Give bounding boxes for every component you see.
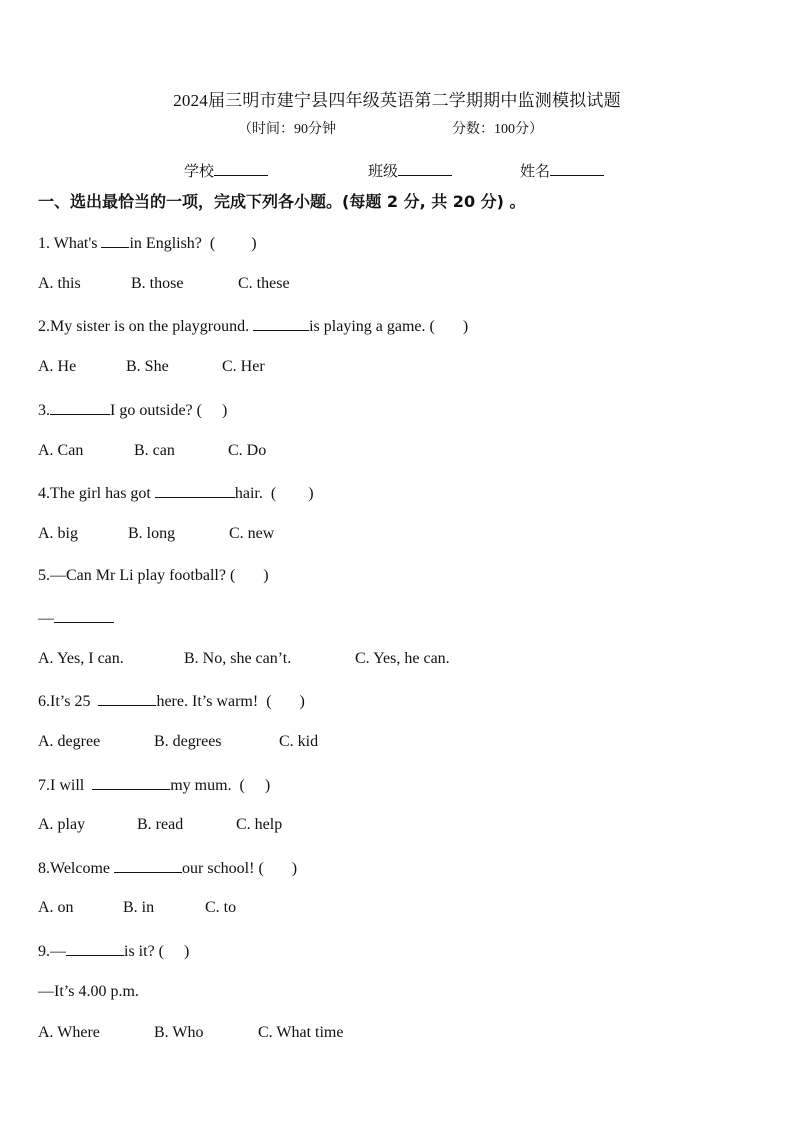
class-field [368,160,452,181]
question-2 [38,316,468,336]
question-8 [38,858,297,878]
question-1 [38,233,257,253]
question-9-pre: 9.— [38,943,66,960]
question-1-options [38,275,290,293]
school-label: 学校 [184,164,215,180]
answer-blank [92,775,170,790]
option-b: B. She [126,358,169,375]
option-a: A. on [38,899,74,916]
exam-time: （时间：90分钟 [238,122,336,137]
school-field [184,160,268,181]
question-3-pre: 3. [38,402,50,419]
option-c: C. kid [279,733,319,750]
question-5 [38,567,269,585]
question-1-pre: 1. What's [38,235,102,252]
question-9-post: is it? ( ) [124,943,190,960]
question-4-pre: 4.The girl has got [38,485,155,502]
question-2-pre: 2.My sister is on the playground. [38,318,254,335]
question-8-pre: 8.Welcome [38,860,115,877]
answer-blank [101,233,129,248]
option-b: B. those [131,275,184,292]
option-c: C. new [229,525,275,542]
class-blank [398,162,452,176]
question-3-options [38,442,266,460]
answer-blank [98,691,156,706]
question-4 [38,483,314,503]
question-9-reply [38,983,139,1001]
name-label: 姓名 [520,164,551,180]
question-1-post: in English? ( ) [129,235,257,252]
question-4-options [38,525,274,543]
question-5-reply [38,608,114,628]
answer-blank [253,316,309,331]
question-6-options [38,733,318,751]
section-title: 一、选出最恰当的一项，完成下列各小题。(每题 2 分, 共 20 分) 。 [38,192,526,211]
exam-score: 分数：100分） [452,122,543,137]
option-a: A. this [38,275,81,292]
option-b: B. No, she can’t. [184,650,292,667]
option-a: A. Yes, I can. [38,650,124,667]
option-b: B. long [128,525,176,542]
question-8-options [38,899,236,917]
question-7-options [38,816,282,834]
name-field [520,160,604,181]
option-a: A. Can [38,442,84,459]
question-5-text: 5.—Can Mr Li play football? ( ) [38,567,269,584]
question-9-options [38,1024,343,1042]
reply-text: —It’s 4.00 p.m. [38,983,139,1000]
option-c: C. help [236,816,283,833]
question-9 [38,941,189,961]
option-c: C. Yes, he can. [355,650,450,667]
question-4-post: hair. ( ) [234,485,314,502]
answer-blank [54,608,114,623]
question-2-post: is playing a game. ( ) [309,318,469,335]
question-3 [38,400,227,420]
option-b: B. degrees [154,733,222,750]
option-a: A. Where [38,1024,100,1041]
question-5-options [38,650,450,668]
option-c: C. to [205,899,237,916]
option-b: B. read [137,816,184,833]
class-label: 班级 [368,164,399,180]
option-c: C. these [238,275,290,292]
option-a: A. degree [38,733,101,750]
name-blank [550,162,604,176]
question-7-post: my mum. ( ) [170,777,271,794]
option-a: A. play [38,816,86,833]
option-c: C. Do [228,442,267,459]
question-7-pre: 7.I will [38,777,93,794]
option-b: B. in [123,899,155,916]
option-a: A. He [38,358,77,375]
answer-blank [114,858,182,873]
question-2-options [38,358,265,376]
question-8-post: our school! ( ) [182,860,298,877]
page-title: 2024届三明市建宁县四年级英语第二学期期中监测模拟试题 [173,91,621,110]
option-b: B. Who [154,1024,204,1041]
question-3-post: I go outside? ( ) [110,402,228,419]
question-6 [38,691,305,711]
question-7 [38,775,270,795]
option-b: B. can [134,442,175,459]
option-a: A. big [38,525,78,542]
reply-dash: — [38,610,54,627]
answer-blank [66,941,124,956]
question-6-pre: 6.It’s 25 [38,693,99,710]
school-blank [214,162,268,176]
answer-blank [50,400,110,415]
question-6-post: here. It’s warm! ( ) [156,693,305,710]
option-c: C. What time [258,1024,344,1041]
answer-blank [155,483,235,498]
option-c: C. Her [222,358,265,375]
